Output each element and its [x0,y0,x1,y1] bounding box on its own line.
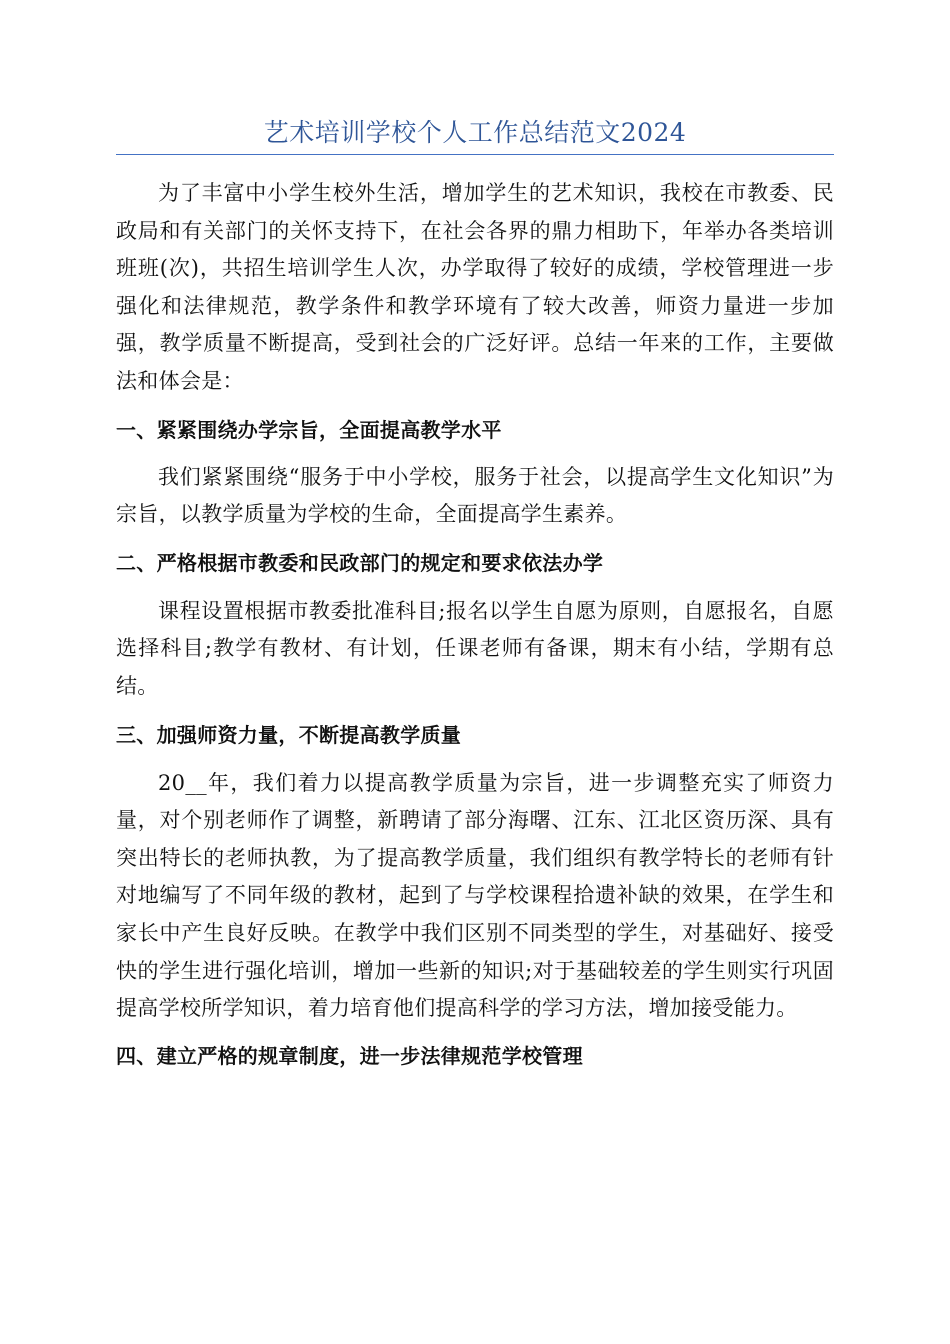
section-body-2: 课程设置根据市教委批准科目;报名以学生自愿为原则，自愿报名，自愿选择科目;教学有教材、有计划，任课老师有备课，期末有小结，学期有总结。 [116,598,834,698]
title-underline-divider [116,154,834,155]
document-page [116,0,834,1075]
section-body-3: 20__年，我们着力以提高教学质量为宗旨，进一步调整充实了师资力量，对个别老师作了调整，新聘请了部分海曙、江东、江北区资历深、具有突出特长的老师执教，为了提高教学质量，我们组织有教学特长的老师有针对地编写了不同年级的教材，起到了与学校课程拾遗补缺的效果，在学生和家长中产生良好反映。在教学中我们区别不同类型的学生，对基础好、接受快的学生进行强化培训，增加一些新的知识;对于基础较差的学生则实行巩固提高学校所学知识，着力培育他们提高科学的学习方法，增加接受能力。 [116,770,834,1021]
document-title: 艺术培训学校个人工作总结范文2024 [263,118,687,147]
section-heading-1: 一、紧紧围绕办学宗旨，全面提高教学水平 [116,417,502,442]
section-heading-4: 四、建立严格的规章制度，进一步法律规范学校管理 [116,1043,583,1068]
intro-paragraph: 为了丰富中小学生校外生活，增加学生的艺术知识，我校在市教委、民政局和有关部门的关怀支持下，在社会各界的鼎力相助下，年举办各类培训班班(次)，共招生培训学生人次，办学取得了较好的成绩，学校管理进一步强化和法律规范，教学条件和教学环境有了较大改善，师资力量进一步加强，教学质量不断提高，受到社会的广泛好评。总结一年来的工作，主要做法和体会是： [116,181,834,393]
section-body-1: 我们紧紧围绕“服务于中小学校，服务于社会，以提高学生文化知识”为宗旨，以教学质量为学校的生命，全面提高学生素养。 [116,464,834,527]
section-heading-3: 三、加强师资力量，不断提高教学质量 [116,722,462,747]
section-heading-2: 二、严格根据市教委和民政部门的规定和要求依法办学 [116,550,604,575]
